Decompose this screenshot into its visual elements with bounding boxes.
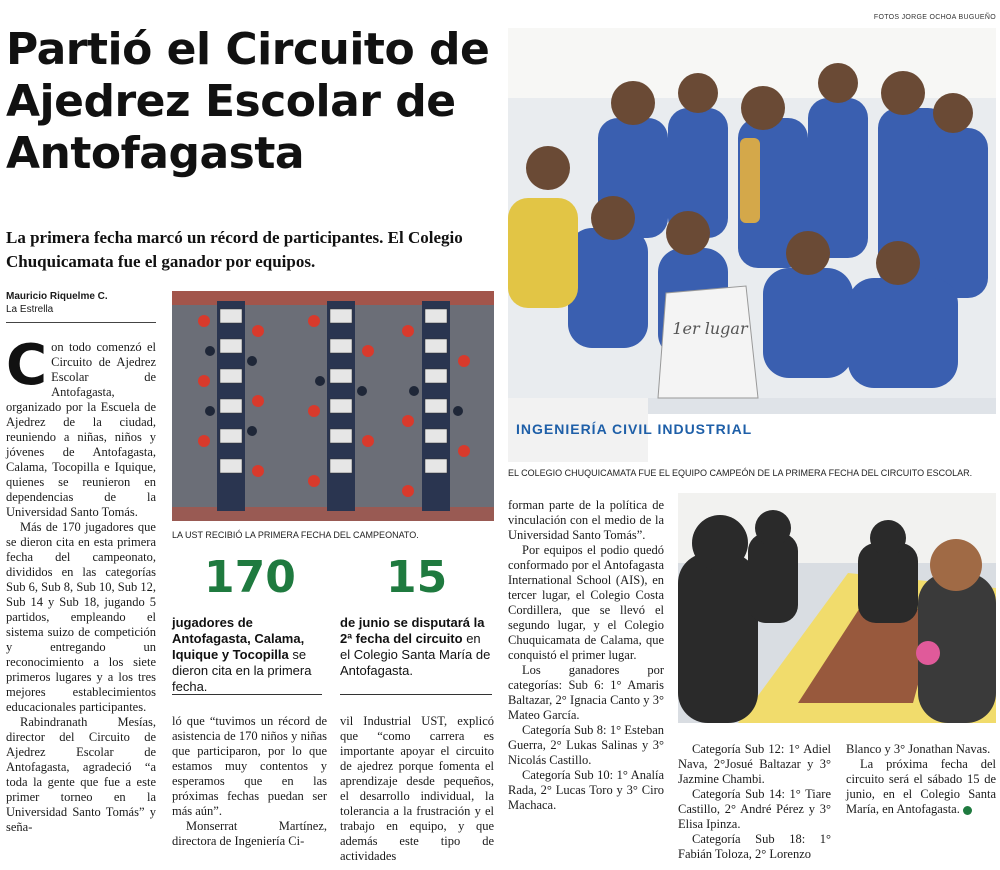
- drop-cap: C: [6, 333, 48, 398]
- end-of-article-icon: [963, 806, 972, 815]
- stat-text-players: jugadores de Antofagasta, Calama, Iquique y Tocopilla se dieron cita en la primera fecha.: [172, 615, 312, 694]
- paragraph: ló que “tuvimos un récord de asistencia de 170 niños y niñas que participaron, por lo que estamos muy contentos y esperamos que en las próximas fechas puedan ser más aún”.: [172, 714, 327, 818]
- photo-courtyard-tournament: [172, 291, 494, 521]
- stat-number-players: 170: [204, 552, 296, 603]
- photo-credit: FOTOS JORGE OCHOA BUGUEÑO: [873, 14, 996, 21]
- paragraph: Categoría Sub 10: 1° Analía Rada, 2° Lucas Toro y 3° Ciro Machaca.: [508, 768, 664, 812]
- paragraph: La próxima fecha del circuito será el sábado 15 de junio, en el Colegio Santa María, en Antofagasta.: [846, 757, 996, 816]
- trophy-label: 1er lugar: [672, 319, 748, 338]
- article-column-6: [846, 742, 996, 817]
- photo-team-caption: EL COLEGIO CHUQUICAMATA FUE EL EQUIPO CAMPEÓN DE LA PRIMERA FECHA DEL CIRCUITO ESCOLAR.: [508, 468, 973, 478]
- stat-divider: [172, 694, 322, 695]
- photo-chess-players: [678, 493, 996, 723]
- article-column-1: [6, 333, 156, 835]
- article-column-5: [678, 742, 831, 862]
- author-outlet: La Estrella: [6, 304, 54, 315]
- stat-text-date: de junio se disputará la 2ª fecha del circuito en el Colegio Santa María de Antofagasta.: [340, 615, 491, 678]
- paragraph: forman parte de la política de vinculación con el medio de la Universidad Santo Tomás”.: [508, 498, 664, 542]
- byline: [6, 290, 156, 316]
- paragraph: Rabindranath Mesías, director del Circuito de Ajedrez Escolar de Antofagasta, agradeció “a toda la gente que fue a este primer torneo en la Universidad Santo Tomás” y seña-: [6, 715, 156, 834]
- paragraph: Por equipos el podio quedó conformado por el Antofagasta International School (AIS), en tercer lugar, el Colegio Costa Cordillera, que se llevó el segundo lugar, y el Colegio Chuquicamata de Calama, que conquistó el primer lugar.: [508, 543, 664, 662]
- paragraph: Monserrat Martínez, directora de Ingeniería Ci-: [172, 819, 327, 848]
- article-column-3: [340, 714, 494, 864]
- author-name: Mauricio Riquelme C.: [6, 291, 108, 302]
- subhead: La primera fecha marcó un récord de participantes. El Colegio Chuquicamata fue el ganador por equipos.: [6, 228, 463, 271]
- stat-number-date: 15: [386, 552, 448, 603]
- paragraph: Los ganadores por categorías: Sub 6: 1° Amaris Baltazar, 2° Ignacia Canto y 3° Mateo García.: [508, 663, 664, 722]
- lead-paragraph: Con todo comenzó el Circuito de Ajedrez Escolar de Antofagasta, organizado por la Escuela de Ajedrez de la ciudad, reuniendo a niñas, niños y jóvenes de Antofagasta, Calama, Tocopilla e Iquique, quienes se reunieron en dependencias de la Universidad Santo Tomás.: [6, 333, 156, 519]
- byline-divider: [6, 322, 156, 323]
- paragraph: Categoría Sub 18: 1° Fabián Toloza, 2° Lorenzo: [678, 832, 831, 861]
- article-column-2: [172, 714, 327, 849]
- paragraph: vil Industrial UST, explicó que “como carrera es importante apoyar el circuito de ajedrez porque fomenta el aprendizaje desde pequeños, el desarrollo individual, la tolerancia a la frustración y el trabajo en equipo, y que además este tipo de actividades: [340, 714, 494, 863]
- article-column-4: [508, 498, 664, 813]
- paragraph: Categoría Sub 12: 1° Adiel Nava, 2°Josué Baltazar y 3° Jazmine Chambi.: [678, 742, 831, 786]
- paragraph: Blanco y 3° Jonathan Navas.: [846, 742, 991, 756]
- headline: Partió el Circuito de Ajedrez Escolar de Antofagasta: [6, 24, 490, 179]
- paragraph: Categoría Sub 8: 1° Esteban Guerra, 2° Lukas Salinas y 3° Nicolás Castillo.: [508, 723, 664, 767]
- paragraph: Más de 170 jugadores que se dieron cita en esta primera fecha del campeonato, divididos en las categorías Sub 6, Sub 8, Sub 10, Sub 12, Sub 14 y Sub 18, jugando 5 partidos, empleando el sistema suizo de competición y entregando un reconocimiento a los siete primeros lugares y a los tres mejores establecimientos educacionales participantes.: [6, 520, 156, 714]
- banner-label: INGENIERÍA CIVIL INDUSTRIAL: [516, 421, 753, 437]
- stat-divider: [340, 694, 492, 695]
- photo-team-champion: [508, 28, 996, 462]
- photo-courtyard-caption: LA UST RECIBIÓ LA PRIMERA FECHA DEL CAMPEONATO.: [172, 530, 419, 540]
- paragraph: Categoría Sub 14: 1° Tiare Castillo, 2° André Pérez y 3° Elisa Ipinza.: [678, 787, 831, 831]
